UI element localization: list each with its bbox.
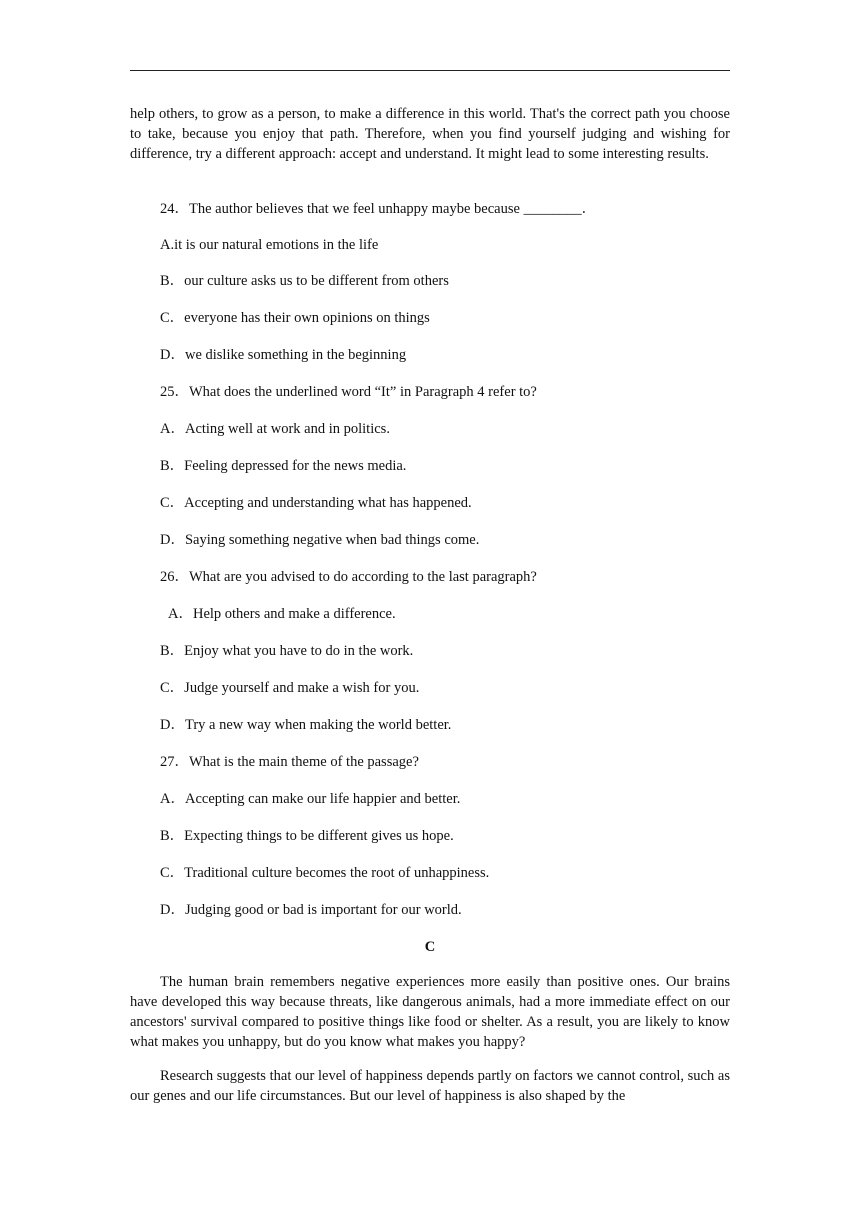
question-26-option-c: C．Judge yourself and make a wish for you.: [160, 680, 420, 696]
question-24-stem: 24．The author believes that we feel unhappy maybe because ________．: [160, 201, 597, 217]
question-27-stem: 27．What is the main theme of the passage?: [160, 754, 419, 770]
passage-b-final-paragraph: help others, to grow as a person, to make a difference in this world. That's the correct path you choose to take, because you enjoy that path. Therefore, when you find yourself judging and wishing for difference, try a different approach: accept and understand. It might lead to some interesting results.: [130, 106, 730, 162]
question-27-option-a: A．Accepting can make our life happier and better.: [160, 791, 461, 807]
question-26-option-b: B．Enjoy what you have to do in the work.: [160, 643, 414, 659]
question-25-option-c: C．Accepting and understanding what has happened.: [160, 495, 472, 511]
question-27-option-d: D．Judging good or bad is important for our world.: [160, 902, 462, 918]
header-rule: [130, 70, 730, 71]
question-27-option-b: B．Expecting things to be different gives us hope.: [160, 828, 454, 844]
question-26-option-a: A．Help others and make a difference.: [168, 606, 396, 622]
question-25-option-d: D．Saying something negative when bad things come.: [160, 532, 480, 548]
question-24-option-c: C．everyone has their own opinions on things: [160, 310, 430, 326]
question-25-option-b: B．Feeling depressed for the news media.: [160, 458, 407, 474]
question-24-option-d: D．we dislike something in the beginning: [160, 347, 407, 363]
section-c-heading: C: [424, 939, 436, 955]
question-25-stem: 25．What does the underlined word “It” in Paragraph 4 refer to?: [160, 384, 537, 400]
question-27-option-c: C．Traditional culture becomes the root of unhappiness.: [160, 865, 490, 881]
question-25-option-a: A．Acting well at work and in politics.: [160, 421, 390, 437]
question-26-option-d: D．Try a new way when making the world better.: [160, 717, 452, 733]
question-26-stem: 26．What are you advised to do according to the last paragraph?: [160, 569, 537, 585]
question-24-option-b: B．our culture asks us to be different from others: [160, 273, 449, 289]
question-24-option-a: A.it is our natural emotions in the life: [160, 237, 379, 253]
section-c-paragraph-2: Research suggests that our level of happiness depends partly on factors we cannot control, such as our genes and our life circumstances. But our level of happiness is also shaped by the: [130, 1068, 730, 1104]
section-c-paragraph-1: The human brain remembers negative experiences more easily than positive ones. Our brains have developed this way because threats, like dangerous animals, had a more immediate effect on our ancestors' survival compared to positive things like food or shelter. As a result, you are likely to know what makes you unhappy, but do you know what makes you happy?: [130, 974, 730, 1050]
